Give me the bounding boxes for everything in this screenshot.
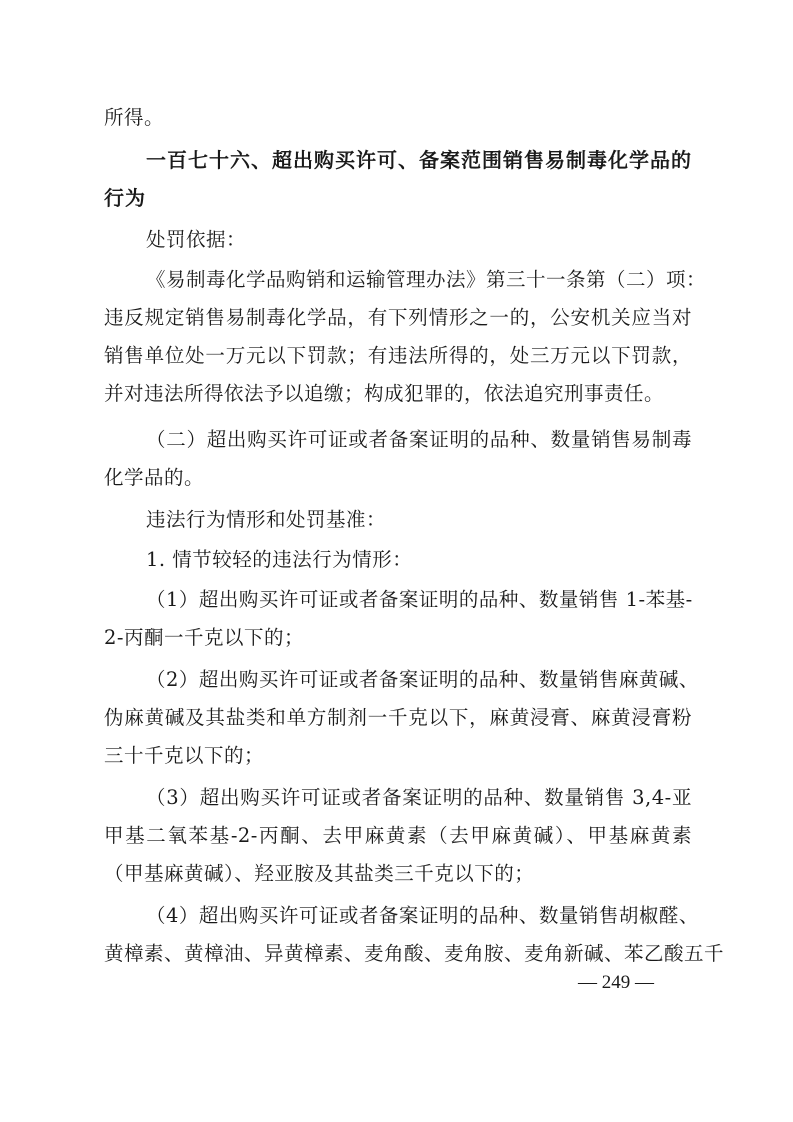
text-line: 违法行为情形和处罚基准： xyxy=(146,508,387,531)
text-line: 2-丙酮一千克以下的； xyxy=(104,626,304,649)
text-line: 并对违法所得依法予以追缴；构成犯罪的，依法追究刑事责任。 xyxy=(104,382,665,405)
document-page xyxy=(104,0,725,1122)
text-line: 处罚依据： xyxy=(146,228,247,251)
section-heading-continued: 行为 xyxy=(104,186,146,210)
text-line: （二）超出购买许可证或者备案证明的品种、数量销售易制毒 xyxy=(146,428,692,451)
text-line: （1）超出购买许可证或者备案证明的品种、数量销售 1-苯基- xyxy=(146,588,693,611)
text-line: 销售单位处一万元以下罚款；有违法所得的，处三万元以下罚款， xyxy=(104,344,692,367)
text-line: 违反规定销售易制毒化学品，有下列情形之一的，公安机关应当对 xyxy=(104,306,692,329)
text-line: 三十千克以下的； xyxy=(104,744,265,767)
text-line: （2）超出购买许可证或者备案证明的品种、数量销售麻黄碱、 xyxy=(146,668,699,691)
text-line: 甲基二氧苯基-2-丙酮、去甲麻黄素（去甲麻黄碱）、甲基麻黄素 xyxy=(104,824,692,847)
text-line: 伪麻黄碱及其盐类和单方制剂一千克以下，麻黄浸膏、麻黄浸膏粉 xyxy=(104,706,692,729)
text-line: （3）超出购买许可证或者备案证明的品种、数量销售 3,4-亚 xyxy=(146,786,692,809)
text-line: 1. 情节较轻的违法行为情形： xyxy=(146,548,413,571)
text-line: （4）超出购买许可证或者备案证明的品种、数量销售胡椒醛、 xyxy=(146,904,699,927)
text-line: 《易制毒化学品购销和运输管理办法》第三十一条第（二）项： xyxy=(146,268,707,291)
text-line: 黄樟素、黄樟油、异黄樟素、麦角酸、麦角胺、麦角新碱、苯乙酸五千 xyxy=(104,942,725,965)
page-number: — 249 — xyxy=(578,972,654,993)
section-heading: 一百七十六、超出购买许可、备案范围销售易制毒化学品的 xyxy=(146,148,692,172)
text-line: 所得。 xyxy=(104,106,165,129)
text-line: 化学品的。 xyxy=(104,466,205,489)
text-line: （甲基麻黄碱）、羟亚胺及其盐类三千克以下的； xyxy=(104,862,535,885)
